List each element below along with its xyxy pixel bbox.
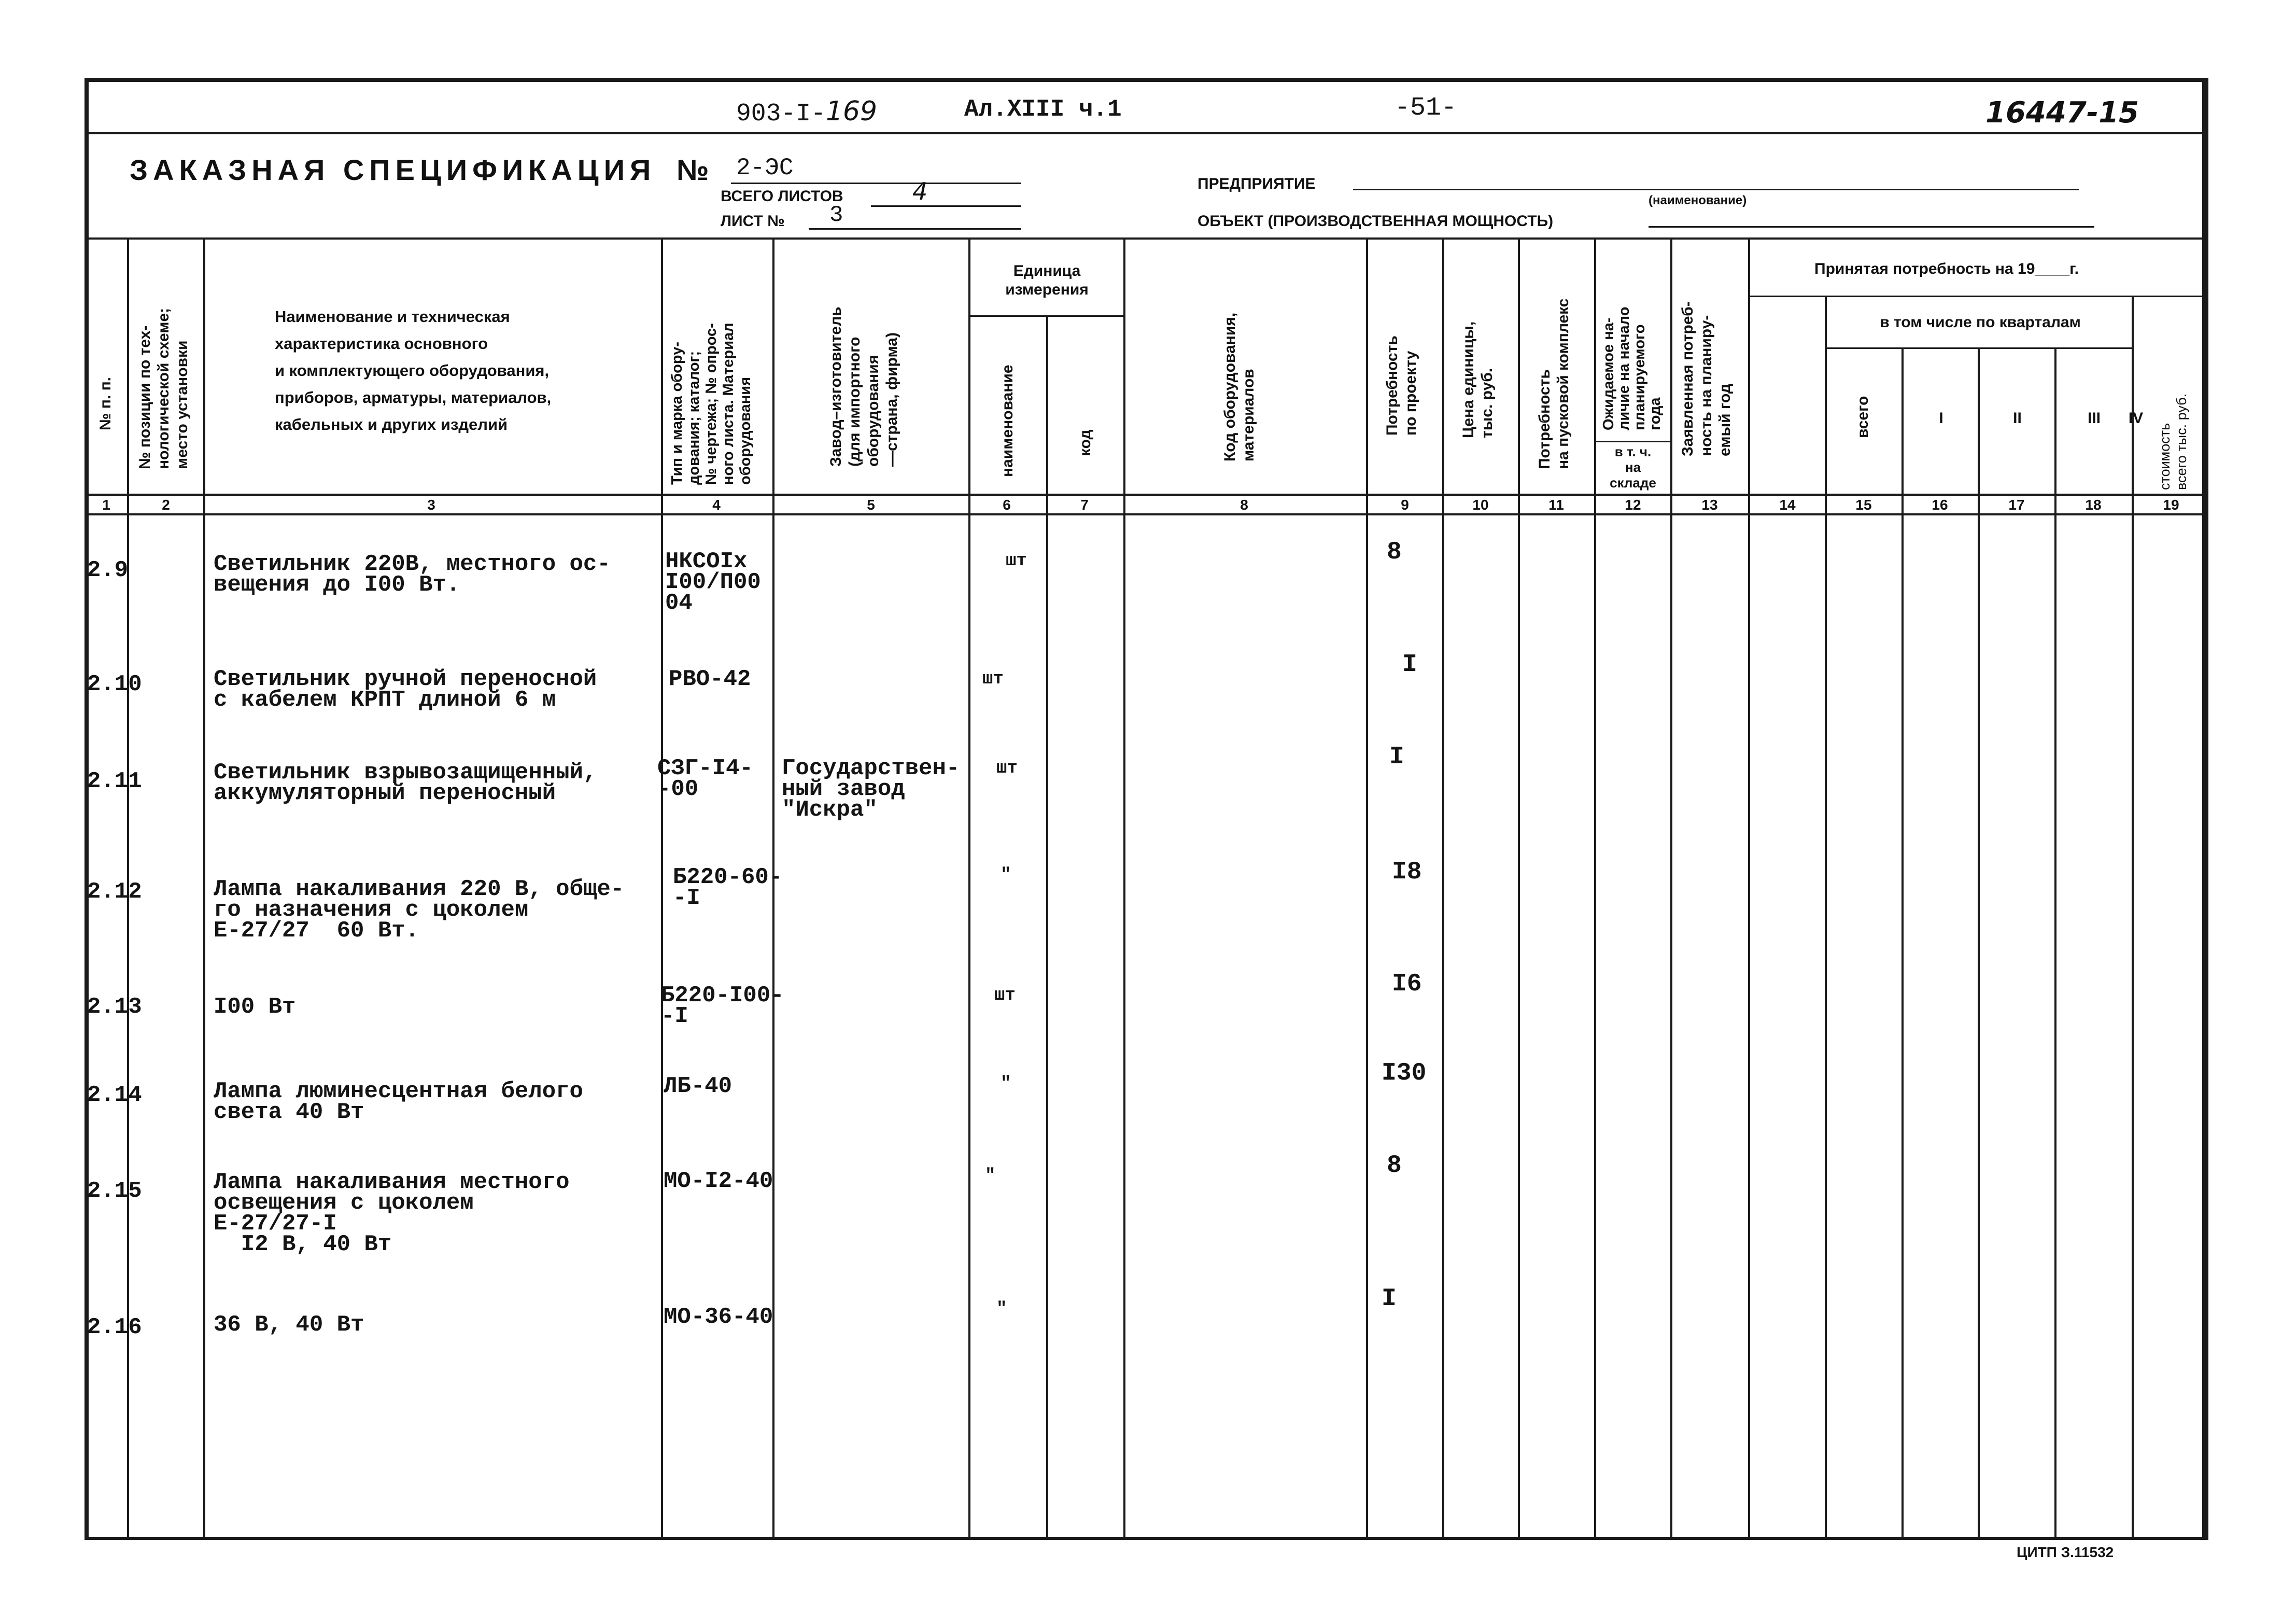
sheet-underline xyxy=(809,228,1021,230)
row-type: РВО-42 xyxy=(669,666,751,692)
row-name: Светильник взрывозащищенный, аккумуляторный переносный xyxy=(214,760,597,806)
col-line-13 xyxy=(1748,237,1750,1540)
name-hint: (наименование) xyxy=(1649,193,1747,207)
quarters-line xyxy=(1825,347,2134,349)
row-position: 2.9 xyxy=(87,557,129,583)
q4-header-label: IV xyxy=(2128,410,2144,427)
total-sheets-underline xyxy=(871,205,1021,207)
table-top-line xyxy=(84,237,2208,240)
colnum-9: 9 xyxy=(1401,497,1409,513)
col-line-15 xyxy=(1901,348,1904,1540)
row-qty: I xyxy=(1389,743,1404,771)
enterprise-underline xyxy=(1353,189,2079,190)
colnum-6: 6 xyxy=(1003,497,1011,513)
row-type: СЗГ-I4- -00 xyxy=(657,755,753,802)
row-unit: " xyxy=(996,1299,1007,1319)
colnum-11: 11 xyxy=(1548,497,1564,513)
total-sheets-label: ВСЕГО ЛИСТОВ xyxy=(721,188,843,205)
col13-header: Заявленная потреб- ность на планиру- емый год xyxy=(1679,301,1734,456)
col9-header: Потребность по проекту xyxy=(1384,335,1419,436)
col-line-12 xyxy=(1670,237,1672,1540)
col-line-3 xyxy=(661,237,663,1540)
colnum-5: 5 xyxy=(867,497,875,513)
col19-header: стоимость всего тыс. руб. xyxy=(2157,393,2189,490)
doc-code: 903-I-169 xyxy=(736,96,878,128)
col1-header: № п. п. xyxy=(97,376,114,430)
row-qty: I xyxy=(1382,1285,1397,1313)
colnum-7: 7 xyxy=(1080,497,1089,513)
row-qty: I8 xyxy=(1392,858,1422,886)
row-type: МО-36-40 xyxy=(664,1304,773,1330)
row-position: 2.10 xyxy=(87,671,142,697)
album-ref: Ал.XIII ч.1 xyxy=(964,96,1122,123)
row-position: 2.14 xyxy=(87,1082,142,1108)
row-qty: 8 xyxy=(1387,538,1402,566)
unit-group-line xyxy=(968,315,1125,317)
q2-header: II xyxy=(2013,410,2022,427)
col-line-11 xyxy=(1594,237,1596,1540)
row-unit: " xyxy=(1001,1074,1011,1094)
col3-header: Наименование и техническая характеристика основного и комплектующего оборудования, приборов, арматуры, материалов, кабельных и других изделий xyxy=(275,307,552,433)
row-qty: I xyxy=(1402,651,1417,679)
row-unit: " xyxy=(1001,865,1011,885)
row-maker: Государствен- ный завод "Искра" xyxy=(782,755,960,823)
row-name: Лампа накаливания 220 В, обще- го назначения с цоколем Е-27/27 60 Вт. xyxy=(214,876,625,944)
col12-header: Ожидаемое на- личие на начало планируемого года xyxy=(1600,306,1664,430)
spec-number-underline xyxy=(731,183,1021,184)
row-type: МО-I2-40 xyxy=(664,1168,773,1194)
colnum-18: 18 xyxy=(2085,497,2102,513)
row-qty: I30 xyxy=(1382,1059,1427,1087)
row-type: Б220-60- -I xyxy=(673,864,783,911)
col11-header: Потребность на пусковой комплекс xyxy=(1536,298,1572,469)
spec-number: 2-ЭС xyxy=(736,155,794,181)
colnum-17: 17 xyxy=(2008,497,2025,513)
accepted-header: Принятая потребность на 19____г. xyxy=(1814,260,2079,277)
row-position: 2.16 xyxy=(87,1314,142,1340)
row-unit: шт xyxy=(982,669,1004,689)
row-name: Светильник 220В, местного ос- вещения до I00 Вт. xyxy=(214,551,611,598)
object-label: ОБЪЕКТ (ПРОИЗВОДСТВЕННАЯ МОЩНОСТЬ) xyxy=(1198,213,1554,230)
colnum-8: 8 xyxy=(1240,497,1248,513)
col2-header: № позиции по тех- нологической схеме; место установки xyxy=(136,307,191,469)
col-line-7 xyxy=(1123,237,1125,1540)
colnum-15: 15 xyxy=(1855,497,1872,513)
colnum-3: 3 xyxy=(427,497,435,513)
col-line-6 xyxy=(1046,316,1048,1540)
col-line-5 xyxy=(968,237,970,1540)
col-line-18 xyxy=(2132,297,2134,1540)
row-position: 2.13 xyxy=(87,994,142,1020)
colnum-2: 2 xyxy=(162,497,170,513)
row-unit: " xyxy=(985,1166,996,1186)
quarters-header: в том числе по кварталам xyxy=(1880,314,2081,331)
print-stamp: ЦИТП З.11532 xyxy=(2017,1544,2114,1560)
enterprise-label: ПРЕДПРИЯТИЕ xyxy=(1198,175,1316,192)
col4-header: Тип и марка обору- дования; каталог; № чертежа; № опрос- ного листа. Материал оборудования xyxy=(669,323,754,485)
col14-header: всего xyxy=(1854,396,1871,438)
header-bottom-line xyxy=(84,494,2208,496)
row-qty: I6 xyxy=(1392,970,1422,998)
col-line-16 xyxy=(1978,348,1980,1540)
colnum-bottom-line xyxy=(84,513,2208,515)
row-name: 36 В, 40 Вт xyxy=(214,1312,364,1338)
colnum-13: 13 xyxy=(1701,497,1718,513)
col-line-17 xyxy=(2054,348,2056,1540)
row-type: ЛБ-40 xyxy=(664,1073,733,1099)
row-unit: шт xyxy=(994,986,1016,1005)
colnum-19: 19 xyxy=(2163,497,2179,513)
unit-group-header: Единица измерения xyxy=(1005,262,1089,298)
row-name: Лампа люминесцентная белого света 40 Вт xyxy=(214,1079,583,1125)
row-name: Лампа накаливания местного освещения с цоколем Е-27/27-I I2 В, 40 Вт xyxy=(214,1169,570,1257)
row-unit: шт xyxy=(996,759,1018,778)
col5-header: Завод–изготовитель (для импортного оборудования —страна, фирма) xyxy=(827,306,900,467)
spec-number-label: № xyxy=(677,153,709,186)
col-line-9 xyxy=(1442,237,1444,1540)
col12-sub-header: в т. ч. на складе xyxy=(1610,444,1656,491)
col6-header: наименование xyxy=(999,365,1016,477)
archive-number: 16447-15 xyxy=(1985,96,2139,130)
page-number: -51- xyxy=(1394,93,1457,123)
col8-header: Код оборудования, материалов xyxy=(1221,312,1257,461)
col10-header: Цена единицы, тыс. руб. xyxy=(1460,321,1496,438)
colnum-10: 10 xyxy=(1472,497,1489,513)
q3-header: III xyxy=(2087,410,2101,427)
col7-header: код xyxy=(1077,429,1094,456)
stock-subline xyxy=(1594,441,1671,442)
row-qty: 8 xyxy=(1387,1152,1402,1180)
colnum-14: 14 xyxy=(1779,497,1796,513)
col-line-8 xyxy=(1366,237,1368,1540)
row-unit: шт xyxy=(1006,551,1027,571)
col-line-10 xyxy=(1518,237,1520,1540)
row-name: Светильник ручной переносной с кабелем КРПТ длиной 6 м xyxy=(214,666,597,713)
colnum-16: 16 xyxy=(1932,497,1948,513)
q1-header: I xyxy=(1939,410,1943,427)
colnum-4: 4 xyxy=(712,497,721,513)
row-type: Б220-I00- -I xyxy=(661,983,784,1029)
sheet-value: 3 xyxy=(829,202,843,228)
spec-title: ЗАКАЗНАЯ СПЕЦИФИКАЦИЯ xyxy=(130,153,656,186)
col-line-14 xyxy=(1825,297,1827,1540)
header-divider xyxy=(84,132,2208,134)
colnum-12: 12 xyxy=(1625,497,1641,513)
col-line-2 xyxy=(203,237,205,1540)
colnum-1: 1 xyxy=(102,497,110,513)
form-frame xyxy=(84,78,2208,1540)
row-position: 2.11 xyxy=(87,768,142,794)
row-position: 2.15 xyxy=(87,1178,142,1204)
total-sheets-value: 4 xyxy=(912,177,928,205)
row-name: I00 Вт xyxy=(214,994,296,1020)
object-underline xyxy=(1649,226,2094,228)
row-type: НКСОIх I00/П00 04 xyxy=(665,549,761,616)
sheet-label: ЛИСТ № xyxy=(721,213,785,230)
accepted-line xyxy=(1748,296,2208,297)
row-position: 2.12 xyxy=(87,879,142,905)
